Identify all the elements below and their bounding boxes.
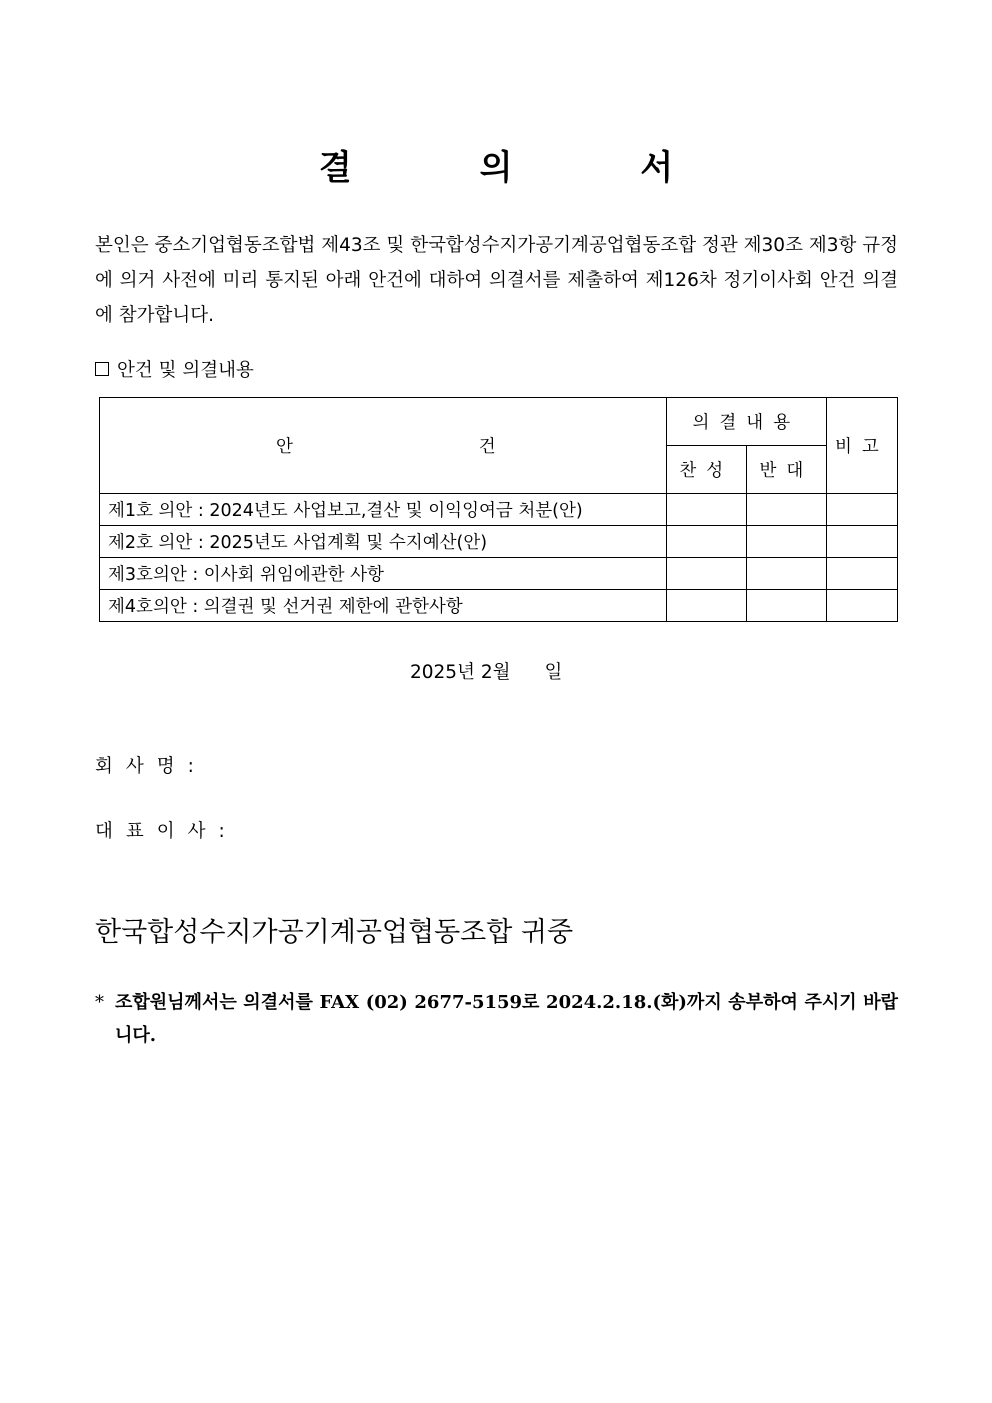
representative-label: 대표이사 xyxy=(95,821,219,842)
agenda-item: 제3호의안 : 이사회 위임에관한 사항 xyxy=(100,558,667,590)
no-cell[interactable] xyxy=(746,494,826,526)
yes-cell[interactable] xyxy=(666,526,746,558)
yes-cell[interactable] xyxy=(666,494,746,526)
checkbox-icon[interactable] xyxy=(95,362,109,376)
no-cell[interactable] xyxy=(746,590,826,622)
section-heading-label: 안건 및 의결내용 xyxy=(117,360,254,381)
yes-cell[interactable] xyxy=(666,558,746,590)
agenda-table xyxy=(99,397,898,622)
table-row xyxy=(100,590,898,622)
date-day: 일 xyxy=(544,662,563,683)
document-title: 결 의 서 xyxy=(318,148,732,188)
header-agenda xyxy=(100,398,667,494)
company-colon: : xyxy=(187,756,194,777)
section-heading xyxy=(95,356,254,382)
date-line xyxy=(410,658,562,684)
yes-cell[interactable] xyxy=(666,590,746,622)
agenda-item: 제4호의안 : 의결권 및 선거권 제한에 관한사항 xyxy=(100,590,667,622)
note-cell[interactable] xyxy=(826,590,897,622)
note-cell[interactable] xyxy=(826,526,897,558)
company-name-label: 회사명 xyxy=(95,756,188,777)
agenda-item: 제1호 의안 : 2024년도 사업보고,결산 및 이익잉여금 처분(안) xyxy=(100,494,667,526)
agenda-item: 제2호 의안 : 2025년도 사업계획 및 수지예산(안) xyxy=(100,526,667,558)
footnote-text: 조합원님께서는 의결서를 FAX (02) 2677-5159로 2024.2.18.(화)까지 송부하여 주시기 바랍니다. xyxy=(115,992,898,1046)
company-name-row xyxy=(95,752,194,778)
table-row xyxy=(100,558,898,590)
no-cell[interactable] xyxy=(746,526,826,558)
header-no: 반대 xyxy=(746,446,826,494)
note-cell[interactable] xyxy=(826,558,897,590)
header-vote: 의결내용 xyxy=(666,398,826,446)
recipient: 한국합성수지가공기계공업협동조합 귀중 xyxy=(95,917,574,948)
header-agenda-right: 건 xyxy=(478,437,496,457)
representative-row xyxy=(95,817,225,843)
footnote xyxy=(95,986,898,1052)
header-yes: 찬성 xyxy=(666,446,746,494)
header-agenda-left: 안 xyxy=(276,437,293,457)
header-note: 비고 xyxy=(826,398,897,494)
no-cell[interactable] xyxy=(746,558,826,590)
note-cell[interactable] xyxy=(826,494,897,526)
date-year-month: 2025년 2월 xyxy=(410,662,511,683)
representative-colon: : xyxy=(218,821,225,842)
intro-paragraph: 본인은 중소기업협동조합법 제43조 및 한국합성수지가공기계공업협동조합 정관 제30조 제3항 규정에 의거 사전에 미리 통지된 아래 안건에 대하여 의결서를 제출하여 제126차 정기이사회 안건 의결에 참가합니다. xyxy=(95,235,898,326)
footnote-mark: * xyxy=(95,992,104,1013)
table-row xyxy=(100,526,898,558)
table-row xyxy=(100,494,898,526)
